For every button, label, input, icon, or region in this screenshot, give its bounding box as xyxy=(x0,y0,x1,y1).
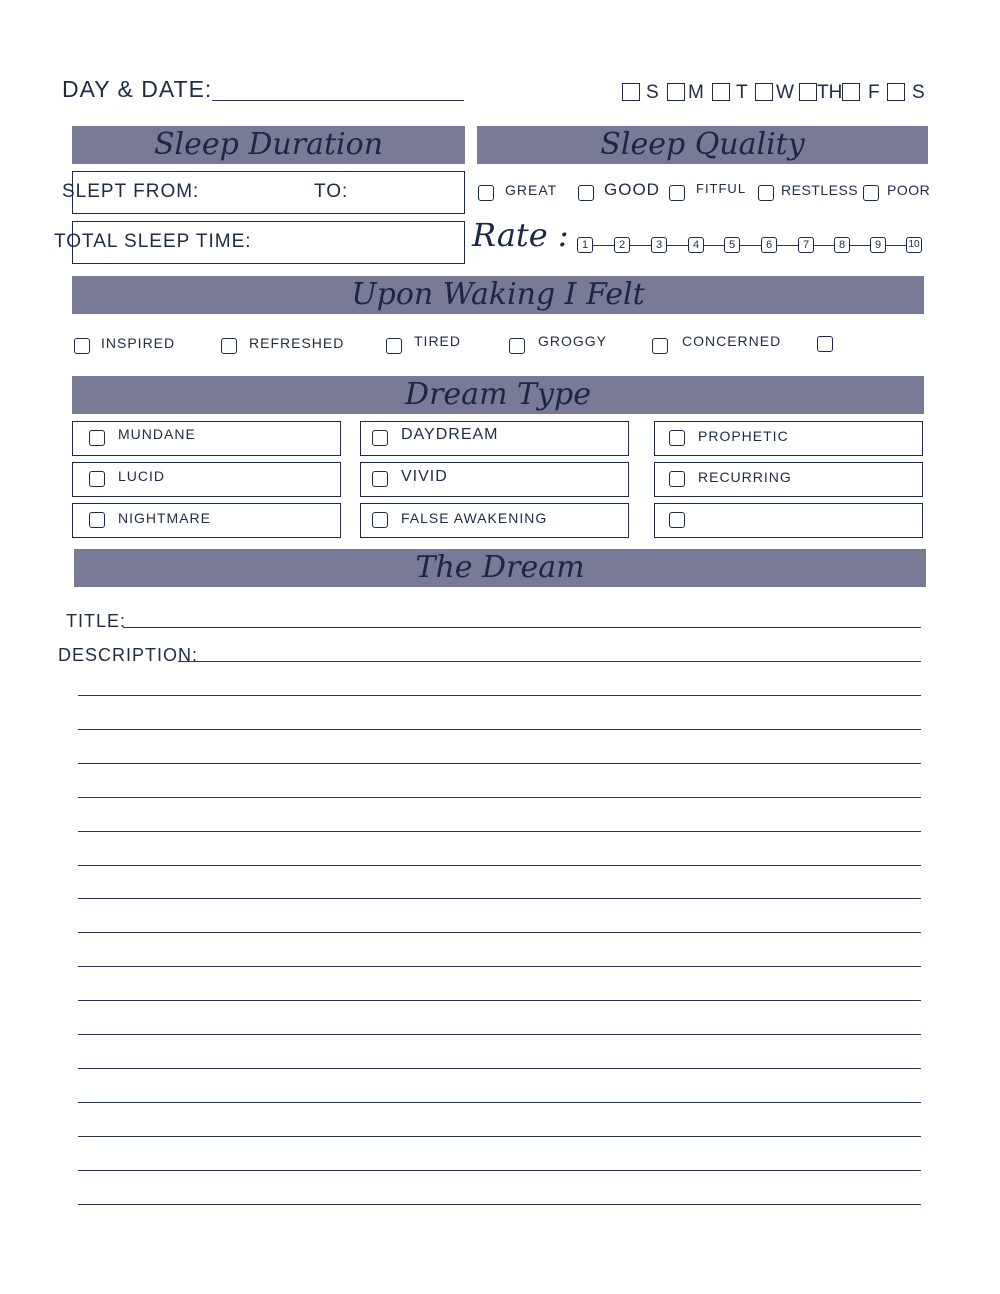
day-selector xyxy=(622,82,932,104)
upon-waking-header xyxy=(72,276,924,314)
dream-type-label: DAYDREAM xyxy=(401,426,499,443)
dream-type-checkbox[interactable] xyxy=(669,512,685,528)
dream-type-label: MUNDANE xyxy=(118,426,196,442)
dream-type-checkbox[interactable] xyxy=(372,430,388,446)
dream-type-checkbox[interactable] xyxy=(89,430,105,446)
day-label: F xyxy=(868,82,881,103)
to-label: TO: xyxy=(314,181,349,202)
dream-type-label: NIGHTMARE xyxy=(118,510,211,526)
writing-line[interactable] xyxy=(78,966,921,967)
quality-checkbox-good[interactable] xyxy=(578,185,594,201)
waking-checkbox-concerned[interactable] xyxy=(652,338,668,354)
writing-line[interactable] xyxy=(78,729,921,730)
upon-waking-title: Upon Waking I Felt xyxy=(351,277,645,312)
writing-line[interactable] xyxy=(78,1034,921,1035)
description-line[interactable] xyxy=(178,661,921,662)
rate-option-7[interactable]: 7 xyxy=(798,237,814,253)
the-dream-header xyxy=(74,549,926,587)
day-label: S xyxy=(912,82,926,103)
writing-line[interactable] xyxy=(78,1204,921,1205)
day-label: W xyxy=(776,82,795,103)
waking-label: CONCERNED xyxy=(682,333,782,349)
total-sleep-label: TOTAL SLEEP TIME: xyxy=(54,231,252,252)
writing-line[interactable] xyxy=(78,1000,921,1001)
dream-type-option[interactable] xyxy=(654,503,923,538)
day-checkbox-s1[interactable] xyxy=(622,83,640,101)
dream-type-header xyxy=(72,376,924,414)
writing-line[interactable] xyxy=(78,865,921,866)
waking-label: INSPIRED xyxy=(101,335,176,351)
day-checkbox-th[interactable] xyxy=(799,83,817,101)
quality-label: GOOD xyxy=(604,180,660,199)
dream-type-checkbox[interactable] xyxy=(372,471,388,487)
quality-checkbox-fitful[interactable] xyxy=(669,185,685,201)
writing-line[interactable] xyxy=(78,797,921,798)
quality-checkbox-great[interactable] xyxy=(478,185,494,201)
title-line[interactable] xyxy=(123,627,921,628)
dream-type-checkbox[interactable] xyxy=(89,471,105,487)
sleep-duration-header xyxy=(72,126,465,164)
title-label: TITLE: xyxy=(66,611,127,631)
rate-option-8[interactable]: 8 xyxy=(834,237,850,253)
dream-type-checkbox[interactable] xyxy=(669,430,685,446)
dream-type-checkbox[interactable] xyxy=(89,512,105,528)
rate-option-4[interactable]: 4 xyxy=(688,237,704,253)
writing-line[interactable] xyxy=(78,1068,921,1069)
quality-label: POOR xyxy=(887,182,931,198)
dream-type-checkbox[interactable] xyxy=(372,512,388,528)
writing-line[interactable] xyxy=(78,1170,921,1171)
waking-label: TIRED xyxy=(414,333,461,349)
rate-option-1[interactable]: 1 xyxy=(577,237,593,253)
writing-line[interactable] xyxy=(78,1102,921,1103)
day-date-label: DAY & DATE: xyxy=(62,76,213,102)
the-dream-title: The Dream xyxy=(415,550,585,585)
dream-type-label: FALSE AWAKENING xyxy=(401,510,548,526)
dream-type-label: RECURRING xyxy=(698,469,792,485)
writing-line[interactable] xyxy=(78,1136,921,1137)
rate-option-10[interactable]: 10 xyxy=(906,237,922,253)
day-label: TH xyxy=(817,82,843,103)
dream-type-checkbox[interactable] xyxy=(669,471,685,487)
waking-label: GROGGY xyxy=(538,333,608,349)
dream-type-label: PROPHETIC xyxy=(698,428,789,444)
writing-line[interactable] xyxy=(78,763,921,764)
rate-option-3[interactable]: 3 xyxy=(651,237,667,253)
waking-checkbox-refreshed[interactable] xyxy=(221,338,237,354)
quality-label: FITFUL xyxy=(696,181,747,196)
rate-option-2[interactable]: 2 xyxy=(614,237,630,253)
description-label: DESCRIPTION: xyxy=(58,645,199,665)
dream-type-label: VIVID xyxy=(401,468,448,485)
dream-type-option[interactable] xyxy=(72,462,341,497)
dream-type-label: LUCID xyxy=(118,468,166,484)
sleep-duration-title: Sleep Duration xyxy=(153,127,384,162)
waking-checkbox-custom[interactable] xyxy=(817,336,833,352)
writing-line[interactable] xyxy=(78,831,921,832)
day-label: T xyxy=(736,82,749,103)
quality-label: RESTLESS xyxy=(781,182,859,198)
quality-label: GREAT xyxy=(505,182,558,198)
dream-type-title: Dream Type xyxy=(405,377,591,412)
waking-checkbox-groggy[interactable] xyxy=(509,338,525,354)
day-checkbox-w[interactable] xyxy=(755,83,773,101)
quality-checkbox-poor[interactable] xyxy=(863,185,879,201)
day-checkbox-f[interactable] xyxy=(842,83,860,101)
day-date-line[interactable] xyxy=(212,100,464,101)
writing-line[interactable] xyxy=(78,898,921,899)
rate-option-6[interactable]: 6 xyxy=(761,237,777,253)
day-label: S xyxy=(646,82,660,103)
day-checkbox-m[interactable] xyxy=(667,83,685,101)
rate-label: Rate : xyxy=(472,216,569,254)
day-label: M xyxy=(688,82,705,103)
quality-checkbox-restless[interactable] xyxy=(758,185,774,201)
slept-from-label: SLEPT FROM: xyxy=(62,181,200,202)
writing-line[interactable] xyxy=(78,932,921,933)
rate-option-5[interactable]: 5 xyxy=(724,237,740,253)
writing-line[interactable] xyxy=(78,695,921,696)
waking-checkbox-inspired[interactable] xyxy=(74,338,90,354)
sleep-quality-title: Sleep Quality xyxy=(600,127,805,162)
waking-checkbox-tired[interactable] xyxy=(386,338,402,354)
dream-type-option[interactable] xyxy=(72,421,341,456)
rate-option-9[interactable]: 9 xyxy=(870,237,886,253)
waking-label: REFRESHED xyxy=(249,335,345,351)
sleep-quality-header xyxy=(477,126,928,164)
day-checkbox-s2[interactable] xyxy=(887,83,905,101)
day-checkbox-t[interactable] xyxy=(712,83,730,101)
